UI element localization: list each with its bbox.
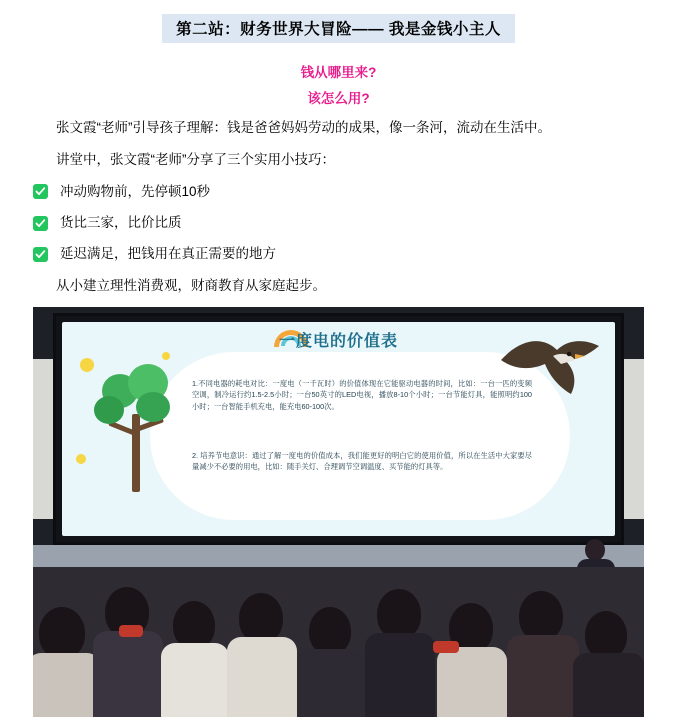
audience-body — [93, 631, 163, 717]
sun-decor — [76, 454, 86, 464]
tree-foliage-decor — [136, 392, 170, 422]
tips-checklist — [0, 182, 677, 265]
document-page — [0, 14, 677, 717]
check-icon — [33, 247, 48, 262]
audience-scarf — [433, 641, 459, 653]
slide-content — [62, 322, 615, 536]
sun-decor — [80, 358, 94, 372]
projection-screen — [53, 313, 624, 545]
sun-decor — [162, 352, 170, 360]
photo-scene — [33, 307, 644, 717]
audience-head — [239, 593, 283, 643]
audience-head — [519, 591, 563, 641]
list-item-label: 货比三家，比价比质 — [60, 215, 182, 231]
paragraph-intro: 张文霞“老师”引导孩子理解：钱是爸爸妈妈劳动的成果，像一条河，流动在生活中。 — [56, 120, 551, 135]
audience-body — [573, 653, 644, 717]
paragraph-closing: 从小建立理性消费观，财商教育从家庭起步。 — [56, 277, 326, 293]
paragraph-tips-lead: 讲堂中，张文霞“老师”分享了三个实用小技巧： — [56, 151, 335, 167]
audience-body — [227, 637, 297, 717]
subhead-money-use: 该怎么用? — [307, 91, 370, 106]
audience-head — [173, 601, 215, 649]
list-item — [0, 213, 677, 233]
audience-head — [309, 607, 351, 655]
presenter-head — [585, 539, 605, 561]
audience-body — [297, 649, 365, 717]
tree-foliage-decor — [94, 396, 124, 424]
subhead-money-source: 钱从哪里来? — [300, 65, 377, 80]
audience-head — [39, 607, 85, 659]
check-icon — [33, 184, 48, 199]
title-row — [0, 14, 677, 43]
audience-body — [161, 643, 229, 717]
audience-area — [33, 567, 644, 717]
audience-body — [33, 653, 101, 717]
audience-scarf — [119, 625, 143, 637]
audience-body — [507, 635, 579, 717]
list-item — [0, 182, 677, 202]
audience-body — [437, 647, 507, 717]
slide-paragraph-2: 2. 培养节电意识：通过了解一度电的价值成本，我们能更好的明白它的使用价值，所以在生活中大家要尽量减少不必要的用电，比如：随手关灯、合理调节空调温度、买节能的灯具等。 — [192, 450, 532, 472]
audience-body — [365, 633, 435, 717]
lecture-photo — [33, 307, 644, 717]
list-item-label: 冲动购物前，先停顿10秒 — [60, 183, 211, 199]
audience-head — [377, 589, 421, 639]
list-item-label: 延迟满足，把钱用在真正需要的地方 — [60, 246, 276, 262]
slide-title: 一度电的价值表 — [278, 332, 398, 350]
list-item — [0, 244, 677, 264]
check-icon — [33, 216, 48, 231]
page-title: 第二站：财务世界大冒险—— 我是金钱小主人 — [162, 14, 515, 43]
audience-head — [585, 611, 627, 659]
whiteboard-right — [622, 359, 644, 519]
slide-paragraph-1: 1.不同电器的耗电对比：一度电（一千瓦时）的价值体现在它能驱动电器的时间，比如：一台一匹的变频空调，制冷运行约1.5-2.5小时；一台50英寸的LED电视，播放8-10个小时；一台节能灯具，能照明约100小时；一台智能手机充电，能充电60-100次。 — [192, 378, 532, 412]
